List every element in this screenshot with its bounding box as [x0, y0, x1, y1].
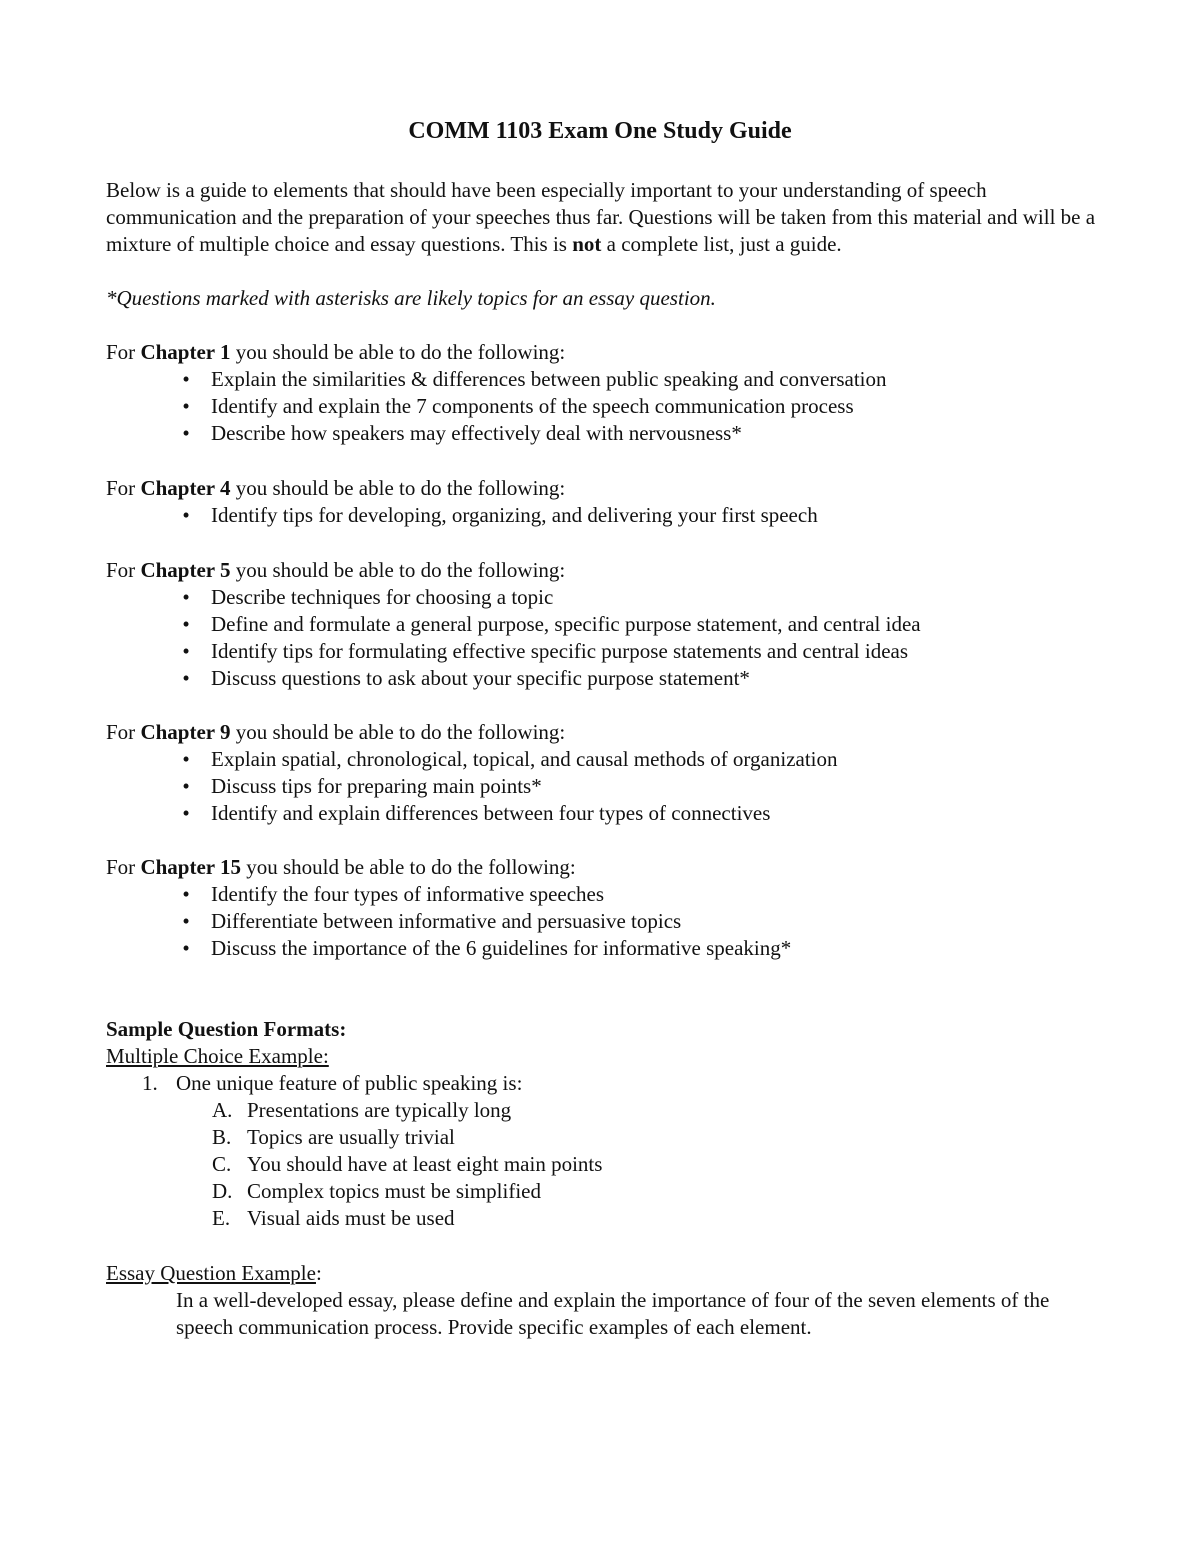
intro-text: Below is a guide to elements that should have been especially important to your understanding of speech communication and the preparation of your speeches thus far. Questions will be taken from this material and will be a mixture of multiple choice and essay questions. This is	[106, 178, 1096, 256]
chapter-heading-suffix: you should be able to do the following:	[230, 558, 566, 582]
objective-text: Identify and explain differences between four types of connectives	[211, 801, 771, 825]
chapter-heading-prefix: For	[106, 340, 141, 364]
chapter-label: Chapter 1	[140, 340, 231, 364]
asterisk-note: *Questions marked with asterisks are likely topics for an essay question.	[106, 286, 716, 310]
chapter-heading	[106, 475, 1106, 502]
objective-text: Discuss tips for preparing main points*	[211, 774, 542, 798]
chapter-heading-prefix: For	[106, 558, 141, 582]
objective-text: Explain spatial, chronological, topical, and causal methods of organization	[211, 747, 838, 771]
list-item	[106, 665, 1106, 692]
intro-text-end: a complete list, just a guide.	[601, 232, 842, 256]
essay-question-text: In a well-developed essay, please define and explain the importance of four of the seven elements of the speech communication process. Provide specific examples of each element.	[176, 1288, 1050, 1339]
option-text: Complex topics must be simplified	[247, 1179, 541, 1203]
bullet-icon: •	[182, 909, 190, 933]
chapter-section	[106, 854, 1106, 962]
chapter-heading	[106, 339, 1106, 366]
chapter-heading-prefix: For	[106, 476, 141, 500]
chapter-heading-prefix: For	[106, 855, 141, 879]
bullet-icon: •	[182, 639, 190, 663]
list-item	[106, 638, 1106, 665]
list-item	[106, 935, 1106, 962]
objective-text: Identify the four types of informative speeches	[211, 882, 605, 906]
sample-heading-text: Sample Question Formats:	[106, 1017, 347, 1041]
mc-option	[106, 1097, 1106, 1124]
objective-text: Identify tips for formulating effective specific purpose statements and central ideas	[211, 639, 909, 663]
essay-label-colon: :	[315, 1261, 322, 1285]
mc-options	[106, 1097, 1106, 1232]
mc-option	[106, 1124, 1106, 1151]
mc-label	[106, 1043, 1106, 1070]
chapter-objectives	[106, 584, 1106, 692]
objective-text: Discuss the importance of the 6 guidelines for informative speaking*	[211, 936, 792, 960]
intro-paragraph	[106, 177, 1106, 258]
page-title: COMM 1103 Exam One Study Guide	[408, 118, 792, 144]
bullet-icon: •	[182, 801, 190, 825]
chapter-label: Chapter 15	[140, 855, 241, 879]
objective-text: Describe techniques for choosing a topic	[211, 585, 554, 609]
option-letter: B.	[212, 1125, 232, 1149]
chapter-objectives	[106, 881, 1106, 962]
list-item	[106, 366, 1106, 393]
list-item	[106, 420, 1106, 447]
mc-question	[106, 1070, 1106, 1097]
objective-text: Explain the similarities & differences between public speaking and conversation	[211, 367, 887, 391]
chapter-section	[106, 339, 1106, 447]
option-letter: E.	[212, 1206, 231, 1230]
chapter-section	[106, 719, 1106, 827]
chapter-section	[106, 475, 1106, 529]
list-item	[106, 773, 1106, 800]
bullet-icon: •	[182, 421, 190, 445]
list-item	[106, 908, 1106, 935]
essay-label	[106, 1260, 1106, 1287]
objective-text: Describe how speakers may effectively deal with nervousness*	[211, 421, 742, 445]
list-item	[106, 502, 1106, 529]
chapter-section	[106, 557, 1106, 692]
mc-option	[106, 1151, 1106, 1178]
mc-question-text: One unique feature of public speaking is:	[176, 1071, 523, 1095]
option-text: You should have at least eight main points	[247, 1152, 603, 1176]
list-item	[106, 393, 1106, 420]
list-item	[106, 584, 1106, 611]
bullet-icon: •	[182, 747, 190, 771]
bullet-icon: •	[182, 774, 190, 798]
chapter-label: Chapter 5	[140, 558, 231, 582]
objective-text: Identify and explain the 7 components of the speech communication process	[211, 394, 854, 418]
option-letter: C.	[212, 1152, 232, 1176]
objective-text: Identify tips for developing, organizing, and delivering your first speech	[211, 503, 818, 527]
objective-text: Differentiate between informative and persuasive topics	[211, 909, 682, 933]
chapter-objectives	[106, 366, 1106, 447]
list-item	[106, 746, 1106, 773]
chapter-objectives	[106, 502, 1106, 529]
bullet-icon: •	[182, 882, 190, 906]
chapter-objectives	[106, 746, 1106, 827]
bullet-icon: •	[182, 666, 190, 690]
option-letter: D.	[212, 1179, 233, 1203]
chapter-heading	[106, 854, 1106, 881]
chapter-heading	[106, 557, 1106, 584]
essay-label-text: Essay Question Example	[106, 1261, 316, 1285]
chapter-heading-suffix: you should be able to do the following:	[230, 720, 566, 744]
chapter-heading-suffix: you should be able to do the following:	[230, 476, 566, 500]
chapter-heading-suffix: you should be able to do the following:	[240, 855, 576, 879]
objective-text: Discuss questions to ask about your specific purpose statement*	[211, 666, 750, 690]
sample-questions-section	[106, 1016, 1106, 1232]
chapter-label: Chapter 4	[140, 476, 231, 500]
bullet-icon: •	[182, 367, 190, 391]
mc-question-number: 1.	[142, 1071, 158, 1095]
essay-section	[106, 1260, 1106, 1341]
bullet-icon: •	[182, 585, 190, 609]
mc-option	[106, 1178, 1106, 1205]
chapter-heading	[106, 719, 1106, 746]
option-text: Visual aids must be used	[247, 1206, 455, 1230]
bullet-icon: •	[182, 394, 190, 418]
chapter-heading-suffix: you should be able to do the following:	[230, 340, 566, 364]
list-item	[106, 800, 1106, 827]
bullet-icon: •	[182, 503, 190, 527]
mc-option	[106, 1205, 1106, 1232]
option-text: Presentations are typically long	[247, 1098, 512, 1122]
intro-emphasis: not	[572, 232, 602, 256]
chapter-heading-prefix: For	[106, 720, 141, 744]
list-item	[106, 611, 1106, 638]
chapter-label: Chapter 9	[140, 720, 231, 744]
sample-heading	[106, 1016, 1106, 1043]
bullet-icon: •	[182, 936, 190, 960]
objective-text: Define and formulate a general purpose, specific purpose statement, and central idea	[211, 612, 921, 636]
list-item	[106, 881, 1106, 908]
option-text: Topics are usually trivial	[247, 1125, 455, 1149]
option-letter: A.	[212, 1098, 233, 1122]
bullet-icon: •	[182, 612, 190, 636]
mc-label-text: Multiple Choice Example:	[106, 1044, 329, 1068]
